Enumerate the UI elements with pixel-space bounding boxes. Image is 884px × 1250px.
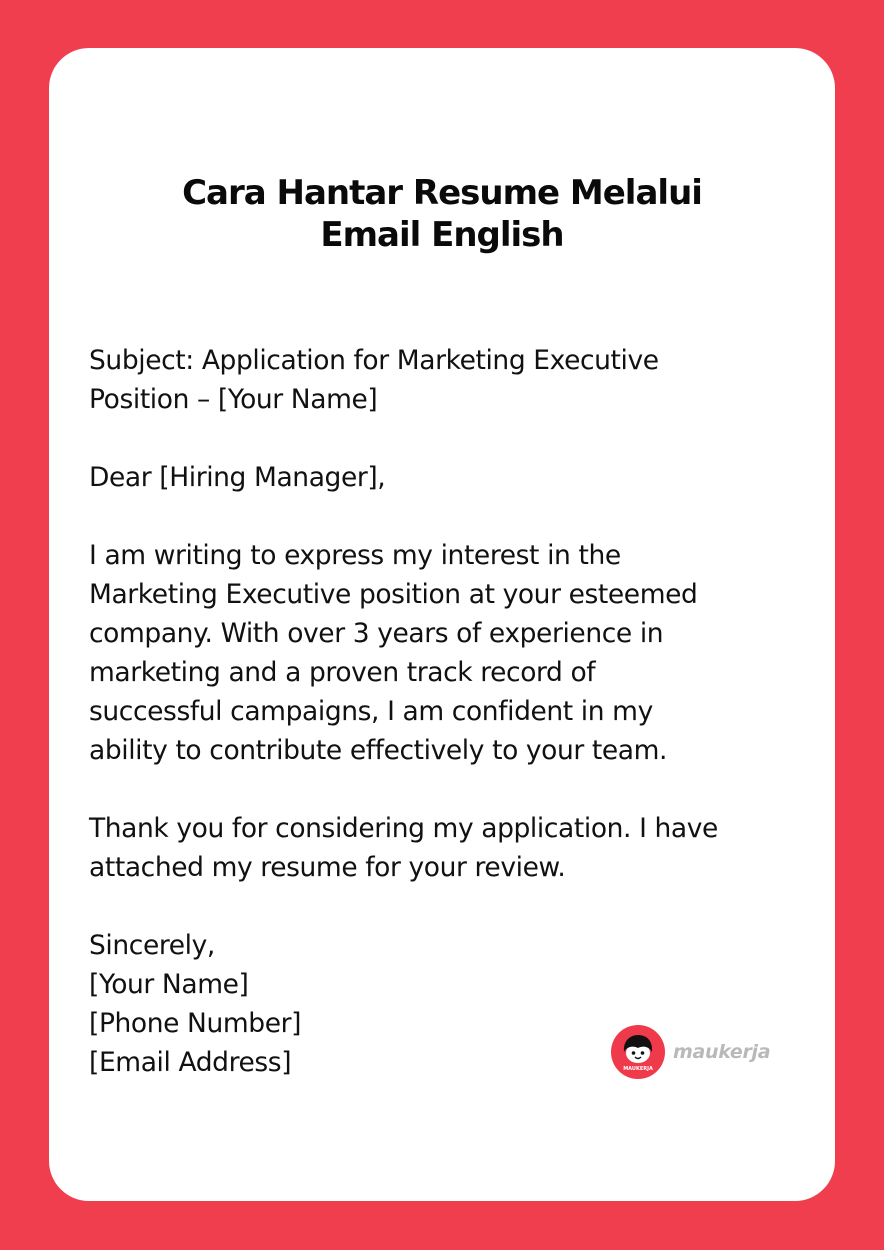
subject-line-2: Position – [Your Name] <box>89 384 378 415</box>
signoff-line: Sincerely, <box>89 930 215 961</box>
signoff-line: [Phone Number] <box>89 1008 302 1039</box>
paragraph-line: attached my resume for your review. <box>89 852 566 883</box>
maukerja-logo <box>611 1025 770 1079</box>
email-greeting: Dear [Hiring Manager], <box>89 462 386 493</box>
signoff-line: [Email Address] <box>89 1047 292 1078</box>
paragraph-line: successful campaigns, I am confident in my <box>89 696 653 727</box>
paragraph-line: Marketing Executive position at your esteemed <box>89 579 698 610</box>
paragraph-line: Thank you for considering my application. I have <box>89 813 718 844</box>
title-line-1: Cara Hantar Resume Melalui <box>182 173 702 213</box>
paragraph-line: marketing and a proven track record of <box>89 657 596 688</box>
email-subject <box>89 341 809 419</box>
email-body <box>89 341 809 1082</box>
brand-wordmark: maukerja <box>673 1041 771 1063</box>
mascot-face-icon <box>611 1025 665 1079</box>
signoff-line: [Your Name] <box>89 969 249 1000</box>
title-line-2: Email English <box>320 215 564 255</box>
svg-text:MAUKERJA: MAUKERJA <box>623 1066 653 1072</box>
paragraph-line: company. With over 3 years of experience in <box>89 618 664 649</box>
page-title <box>0 172 884 256</box>
email-paragraph-1 <box>89 536 809 770</box>
paragraph-line: ability to contribute effectively to your team. <box>89 735 668 766</box>
email-paragraph-2 <box>89 809 809 887</box>
subject-line-1: Subject: Application for Marketing Executive <box>89 345 659 376</box>
paragraph-line: I am writing to express my interest in the <box>89 540 621 571</box>
